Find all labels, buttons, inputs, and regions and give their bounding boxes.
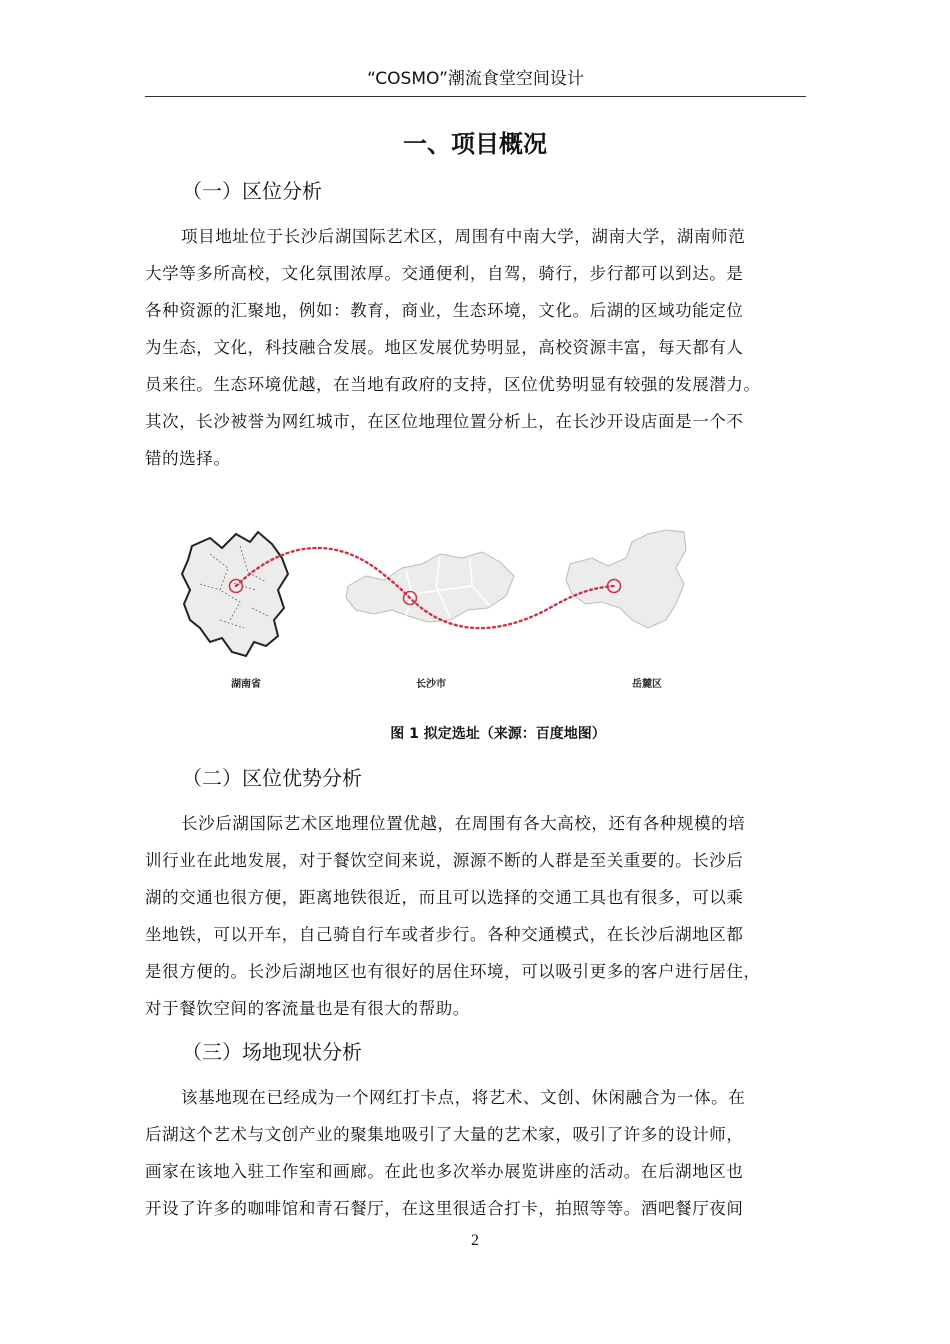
paragraph-line: 是很方便的。长沙后湖地区也有很好的居住环境，可以吸引更多的客户进行居住， xyxy=(145,962,761,981)
map-label-yuelu: 岳麓区 xyxy=(632,679,662,690)
paragraph-line: 该基地现在已经成为一个网红打卡点，将艺术、文创、休闲融合为一体。在 xyxy=(181,1088,746,1107)
hunan-province-map xyxy=(182,532,288,656)
paragraph-advantage-analysis xyxy=(145,805,806,1027)
paragraph-line: 长沙后湖国际艺术区地理位置优越，在周围有各大高校，还有各种规模的培 xyxy=(181,814,746,833)
paragraph-line: 后湖这个艺术与文创产业的聚集地吸引了大量的艺术家，吸引了许多的设计师， xyxy=(145,1125,744,1144)
section-title: 一、项目概况 xyxy=(403,130,547,158)
paragraph-line: 为生态，文化，科技融合发展。地区发展优势明显，高校资源丰富，每天都有人 xyxy=(145,338,744,357)
paragraph-line: 错的选择。 xyxy=(145,449,231,468)
map-label-hunan: 湖南省 xyxy=(231,679,261,690)
header-rule xyxy=(145,96,806,97)
running-header: “COSMO”潮流食堂空间设计 xyxy=(367,69,584,89)
paragraph-line: 项目地址位于长沙后湖国际艺术区，周围有中南大学，湖南大学，湖南师范 xyxy=(181,227,746,246)
subsection-heading-site-status: （三）场地现状分析 xyxy=(182,1040,362,1064)
page-number: 2 xyxy=(471,1232,479,1249)
map-label-changsha: 长沙市 xyxy=(416,679,446,690)
paragraph-line: 员来往。生态环境优越，在当地有政府的支持，区位优势明显有较强的发展潜力。 xyxy=(145,375,761,394)
changsha-city-map xyxy=(346,552,514,622)
paragraph-line: 坐地铁，可以开车，自己骑自行车或者步行。各种交通模式，在长沙后湖地区都 xyxy=(145,925,744,944)
paragraph-line: 训行业在此地发展，对于餐饮空间来说，源源不断的人群是至关重要的。长沙后 xyxy=(145,851,744,870)
paragraph-site-status-analysis xyxy=(145,1079,806,1227)
subsection-heading-location: （一）区位分析 xyxy=(182,179,322,203)
paragraph-line: 画家在该地入驻工作室和画廊。在此也多次举办展览讲座的活动。在后湖地区也 xyxy=(145,1162,744,1181)
yuelu-district-map xyxy=(566,530,686,628)
paragraph-line: 对于餐饮空间的客流量也是有很大的帮助。 xyxy=(145,999,470,1018)
subsection-heading-advantage: （二）区位优势分析 xyxy=(182,766,362,790)
paragraph-line: 各种资源的汇聚地，例如：教育，商业，生态环境，文化。后湖的区域功能定位 xyxy=(145,301,744,320)
paragraph-line: 其次，长沙被誉为网红城市，在区位地理位置分析上，在长沙开设店面是一个不 xyxy=(145,412,744,431)
paragraph-line: 湖的交通也很方便，距离地铁很近，而且可以选择的交通工具也有很多，可以乘 xyxy=(145,888,744,907)
location-map-figure xyxy=(170,524,700,704)
paragraph-line: 开设了许多的咖啡馆和青石餐厅，在这里很适合打卡，拍照等等。酒吧餐厅夜间 xyxy=(145,1199,744,1218)
paragraph-location-analysis xyxy=(145,218,806,477)
paragraph-line: 大学等多所高校，文化氛围浓厚。交通便利，自驾，骑行，步行都可以到达。是 xyxy=(145,264,744,283)
figure-caption: 图 1 拟定选址（来源：百度地图） xyxy=(390,726,606,742)
